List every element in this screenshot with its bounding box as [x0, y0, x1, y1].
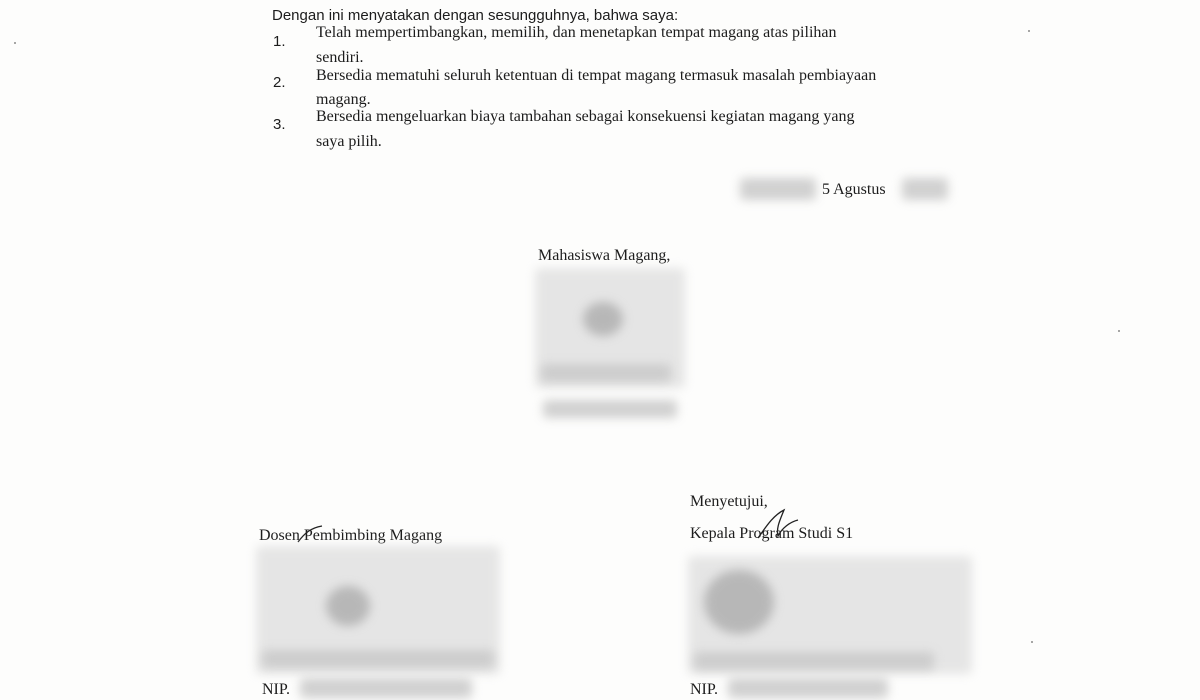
- supervisor-label: Dosen Pembimbing Magang: [259, 527, 443, 544]
- statement-intro: Dengan ini menyatakan dengan sesungguhnya, bahwa saya:: [272, 7, 679, 24]
- head-of-program-signature-redacted: [688, 556, 972, 674]
- redaction-blur: [262, 650, 494, 668]
- supervisor-signature-redacted: [256, 546, 500, 674]
- head-of-program-nip-label: NIP.: [690, 681, 719, 698]
- approval-label: Menyetujui,: [690, 493, 768, 510]
- list-item-text-continued: saya pilih.: [316, 133, 382, 150]
- redacted-year: [902, 178, 948, 200]
- signature-stroke-icon: [296, 524, 326, 546]
- signature-stroke-icon: [754, 508, 800, 542]
- redacted-city: [740, 178, 816, 200]
- list-item-number: 1.: [273, 33, 286, 50]
- redaction-blur: [326, 586, 370, 626]
- list-item-text-continued: sendiri.: [316, 49, 364, 66]
- supervisor-nip-label: NIP.: [262, 681, 291, 698]
- redaction-blur: [694, 652, 934, 670]
- list-item-text: Bersedia mematuhi seluruh ketentuan di tempat magang termasuk masalah pembiayaan: [316, 67, 877, 84]
- scan-speck: [1118, 330, 1120, 332]
- redacted-supervisor-nip: [300, 678, 472, 698]
- scan-speck: [14, 42, 16, 44]
- redaction-blur: [704, 570, 774, 634]
- redaction-blur: [583, 302, 623, 336]
- scan-speck: [1028, 30, 1030, 32]
- redacted-head-of-program-nip: [728, 678, 888, 698]
- list-item-text: Bersedia mengeluarkan biaya tambahan sebagai konsekuensi kegiatan magang yang: [316, 108, 855, 125]
- redacted-student-id: [543, 400, 677, 418]
- list-item-number: 2.: [273, 74, 286, 91]
- head-of-program-label: Kepala Program Studi S1: [690, 525, 854, 542]
- date-text: 5 Agustus: [822, 181, 886, 198]
- student-signature-label: Mahasiswa Magang,: [538, 247, 671, 264]
- scan-speck: [1031, 641, 1033, 643]
- student-signature-redacted: [535, 268, 685, 388]
- list-item-text: Telah mempertimbangkan, memilih, dan menetapkan tempat magang atas pilihan: [316, 24, 837, 41]
- redaction-blur: [541, 364, 671, 382]
- list-item-text-continued: magang.: [316, 91, 371, 108]
- list-item-number: 3.: [273, 116, 286, 133]
